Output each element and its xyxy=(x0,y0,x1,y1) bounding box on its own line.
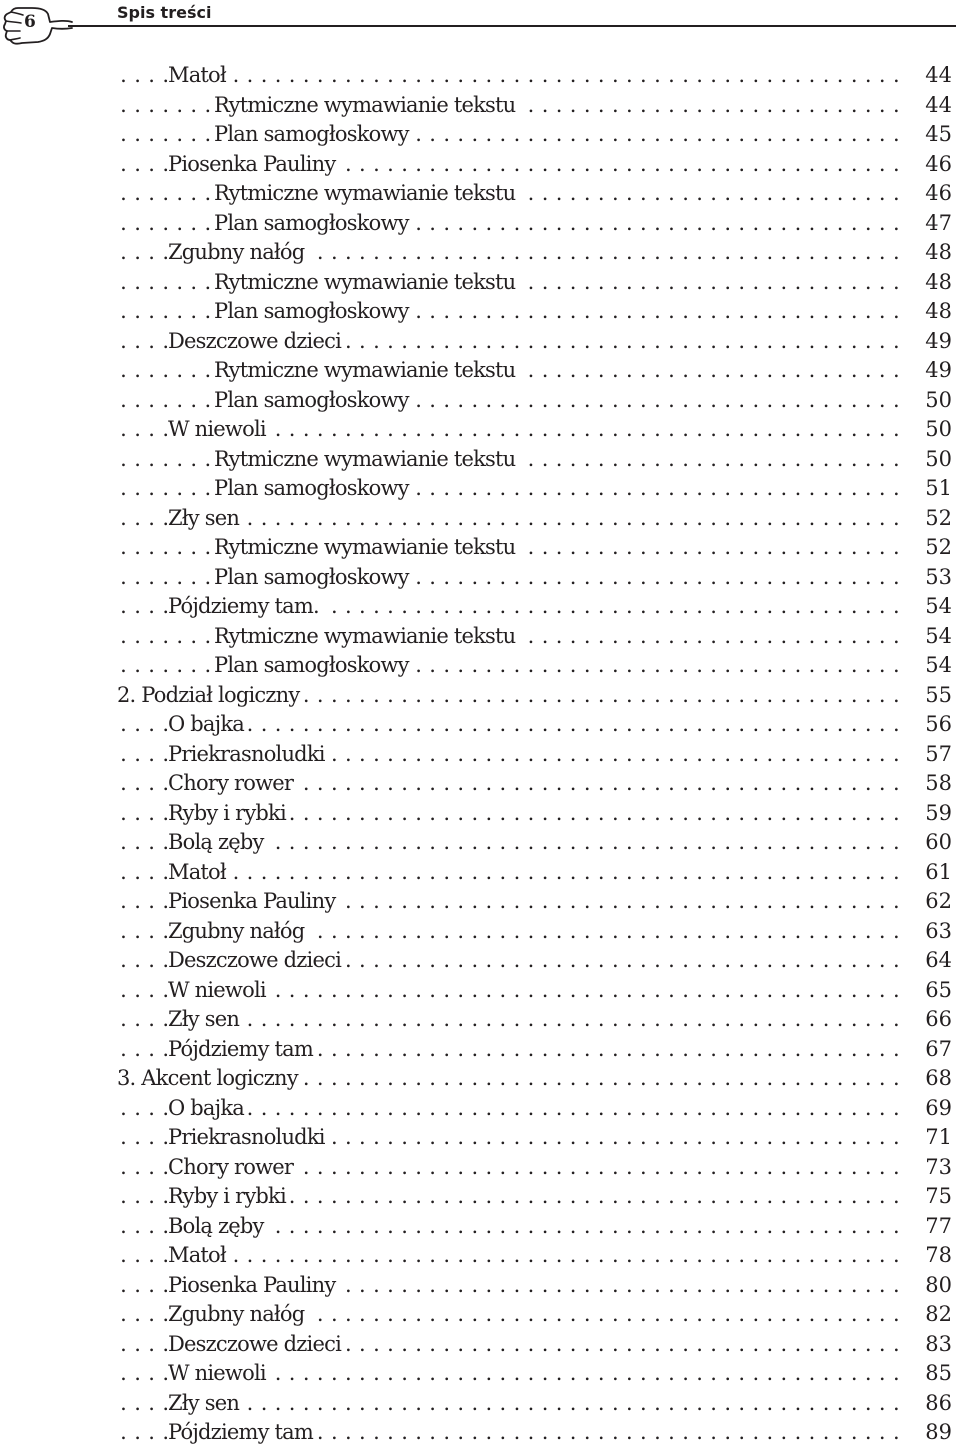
toc-entry-page-number: 48 xyxy=(912,268,952,298)
toc-entry-title: Chory rower xyxy=(168,769,297,799)
toc-entry[interactable] xyxy=(0,828,960,858)
toc-entry[interactable] xyxy=(0,445,960,475)
toc-entry-title: Bolą zęby xyxy=(168,828,268,858)
toc-entry-page-number: 89 xyxy=(912,1418,952,1448)
toc-entry-page-number: 60 xyxy=(912,828,952,858)
toc-entry[interactable] xyxy=(0,799,960,829)
toc-entry-page-number: 59 xyxy=(912,799,952,829)
toc-entry-title: Rytmiczne wymawianie tekstu xyxy=(214,179,519,209)
toc-entry[interactable] xyxy=(0,356,960,386)
toc-entry[interactable] xyxy=(0,1418,960,1448)
toc-entry-page-number: 69 xyxy=(912,1094,952,1124)
toc-entry[interactable] xyxy=(0,563,960,593)
toc-entry-title: O bajka xyxy=(168,1094,248,1124)
toc-entry[interactable] xyxy=(0,1359,960,1389)
toc-entry-title: Plan samogłoskowy xyxy=(214,209,413,239)
toc-entry[interactable] xyxy=(0,415,960,445)
toc-entry-title: Chory rower xyxy=(168,1153,297,1183)
toc-entry-title: Pójdziemy tam xyxy=(168,1035,317,1065)
toc-entry[interactable] xyxy=(0,1123,960,1153)
toc-entry[interactable] xyxy=(0,209,960,239)
toc-entry[interactable] xyxy=(0,297,960,327)
page-header xyxy=(0,0,960,48)
toc-entry-title: Rytmiczne wymawianie tekstu xyxy=(214,91,519,121)
toc-entry-page-number: 82 xyxy=(912,1300,952,1330)
toc-entry[interactable] xyxy=(0,386,960,416)
toc-entry-title: Pójdziemy tam. xyxy=(168,592,323,622)
toc-entry[interactable] xyxy=(0,533,960,563)
toc-entry-title: Plan samogłoskowy xyxy=(214,563,413,593)
toc-entry-title: Rytmiczne wymawianie tekstu xyxy=(214,268,519,298)
toc-entry[interactable] xyxy=(0,268,960,298)
toc-entry-title: Ryby i rybki xyxy=(168,799,290,829)
toc-entry[interactable] xyxy=(0,1094,960,1124)
toc-entry-page-number: 58 xyxy=(912,769,952,799)
toc-entry-title: Zły sen xyxy=(168,1005,243,1035)
toc-entry[interactable] xyxy=(0,1300,960,1330)
toc-entry-title: 3. Akcent logiczny xyxy=(117,1064,302,1094)
toc-entry[interactable] xyxy=(0,1389,960,1419)
toc-entry-title: Piosenka Pauliny xyxy=(168,1271,339,1301)
toc-entry-page-number: 44 xyxy=(912,61,952,91)
page-number: 6 xyxy=(24,12,36,32)
toc-entry-page-number: 48 xyxy=(912,297,952,327)
toc-entry-title: Zły sen xyxy=(168,504,243,534)
toc-entry-page-number: 54 xyxy=(912,622,952,652)
toc-entry[interactable] xyxy=(0,592,960,622)
toc-entry[interactable] xyxy=(0,1153,960,1183)
toc-entry-page-number: 50 xyxy=(912,445,952,475)
toc-entry-page-number: 65 xyxy=(912,976,952,1006)
toc-entry[interactable] xyxy=(0,1212,960,1242)
toc-entry-page-number: 61 xyxy=(912,858,952,888)
header-rule xyxy=(68,25,956,27)
toc-entry-page-number: 46 xyxy=(912,150,952,180)
toc-entry[interactable] xyxy=(0,1064,960,1094)
toc-entry[interactable] xyxy=(0,179,960,209)
toc-entry-title: Rytmiczne wymawianie tekstu xyxy=(214,533,519,563)
toc-entry[interactable] xyxy=(0,238,960,268)
table-of-contents xyxy=(0,61,960,1448)
toc-entry-title: Zgubny nałóg xyxy=(168,238,308,268)
toc-entry-page-number: 44 xyxy=(912,91,952,121)
toc-entry-page-number: 56 xyxy=(912,710,952,740)
toc-entry-page-number: 50 xyxy=(912,415,952,445)
toc-entry-page-number: 49 xyxy=(912,356,952,386)
toc-entry-page-number: 51 xyxy=(912,474,952,504)
toc-entry[interactable] xyxy=(0,1035,960,1065)
dot-leader xyxy=(120,1241,900,1271)
toc-entry-page-number: 54 xyxy=(912,651,952,681)
toc-entry-page-number: 71 xyxy=(912,1123,952,1153)
toc-entry-page-number: 66 xyxy=(912,1005,952,1035)
toc-entry-title: Rytmiczne wymawianie tekstu xyxy=(214,356,519,386)
toc-entry-title: Matoł xyxy=(168,61,230,91)
toc-entry-title: Plan samogłoskowy xyxy=(214,297,413,327)
toc-entry[interactable] xyxy=(0,1182,960,1212)
toc-entry-page-number: 83 xyxy=(912,1330,952,1360)
toc-entry-title: W niewoli xyxy=(168,976,270,1006)
toc-entry-page-number: 86 xyxy=(912,1389,952,1419)
toc-entry[interactable] xyxy=(0,1330,960,1360)
pointing-hand-icon xyxy=(2,2,74,46)
toc-entry-title: Deszczowe dzieci xyxy=(168,327,345,357)
toc-entry-page-number: 64 xyxy=(912,946,952,976)
dot-leader xyxy=(120,858,900,888)
toc-entry-page-number: 78 xyxy=(912,1241,952,1271)
toc-entry[interactable] xyxy=(0,681,960,711)
toc-entry-page-number: 62 xyxy=(912,887,952,917)
toc-entry-page-number: 75 xyxy=(912,1182,952,1212)
toc-entry-title: Priekrasnoludki xyxy=(168,740,329,770)
running-header-title: Spis treści xyxy=(117,3,212,22)
toc-entry[interactable] xyxy=(0,740,960,770)
toc-entry-page-number: 54 xyxy=(912,592,952,622)
toc-entry[interactable] xyxy=(0,504,960,534)
toc-entry-page-number: 67 xyxy=(912,1035,952,1065)
toc-entry-page-number: 77 xyxy=(912,1212,952,1242)
toc-entry-page-number: 73 xyxy=(912,1153,952,1183)
toc-entry[interactable] xyxy=(0,976,960,1006)
toc-entry[interactable] xyxy=(0,1005,960,1035)
dot-leader xyxy=(120,61,900,91)
toc-entry-title: Zgubny nałóg xyxy=(168,917,308,947)
toc-entry-page-number: 48 xyxy=(912,238,952,268)
toc-entry[interactable] xyxy=(0,1271,960,1301)
toc-entry-title: Matoł xyxy=(168,858,230,888)
toc-entry-title: Plan samogłoskowy xyxy=(214,651,413,681)
toc-entry-title: W niewoli xyxy=(168,415,270,445)
toc-entry[interactable] xyxy=(0,150,960,180)
toc-entry-title: Matoł xyxy=(168,1241,230,1271)
toc-entry[interactable] xyxy=(0,710,960,740)
toc-entry-page-number: 52 xyxy=(912,533,952,563)
toc-entry[interactable] xyxy=(0,858,960,888)
toc-entry-page-number: 52 xyxy=(912,504,952,534)
toc-entry-page-number: 46 xyxy=(912,179,952,209)
toc-entry[interactable] xyxy=(0,1241,960,1271)
toc-entry-page-number: 80 xyxy=(912,1271,952,1301)
toc-entry-title: Deszczowe dzieci xyxy=(168,946,345,976)
toc-entry-page-number: 85 xyxy=(912,1359,952,1389)
toc-entry-title: O bajka xyxy=(168,710,248,740)
toc-entry-title: 2. Podział logiczny xyxy=(117,681,303,711)
toc-entry[interactable] xyxy=(0,327,960,357)
toc-entry-title: Plan samogłoskowy xyxy=(214,120,413,150)
toc-entry-title: Deszczowe dzieci xyxy=(168,1330,345,1360)
toc-entry[interactable] xyxy=(0,474,960,504)
toc-entry-page-number: 57 xyxy=(912,740,952,770)
toc-entry-title: Zły sen xyxy=(168,1389,243,1419)
toc-entry-page-number: 63 xyxy=(912,917,952,947)
toc-entry[interactable] xyxy=(0,651,960,681)
toc-entry-title: Zgubny nałóg xyxy=(168,1300,308,1330)
toc-entry-title: Priekrasnoludki xyxy=(168,1123,329,1153)
toc-entry-title: Plan samogłoskowy xyxy=(214,474,413,504)
toc-entry-page-number: 55 xyxy=(912,681,952,711)
toc-entry-page-number: 49 xyxy=(912,327,952,357)
toc-entry[interactable] xyxy=(0,120,960,150)
toc-entry[interactable] xyxy=(0,917,960,947)
toc-entry-page-number: 45 xyxy=(912,120,952,150)
toc-entry[interactable] xyxy=(0,769,960,799)
toc-entry[interactable] xyxy=(0,946,960,976)
toc-entry-title: Pójdziemy tam xyxy=(168,1418,317,1448)
toc-entry-title: Piosenka Pauliny xyxy=(168,887,339,917)
toc-entry-page-number: 50 xyxy=(912,386,952,416)
toc-entry-title: W niewoli xyxy=(168,1359,270,1389)
toc-entry-title: Rytmiczne wymawianie tekstu xyxy=(214,622,519,652)
toc-entry-title: Ryby i rybki xyxy=(168,1182,290,1212)
toc-entry-title: Rytmiczne wymawianie tekstu xyxy=(214,445,519,475)
toc-entry-page-number: 53 xyxy=(912,563,952,593)
toc-entry[interactable] xyxy=(0,887,960,917)
toc-entry[interactable] xyxy=(0,91,960,121)
toc-entry-title: Plan samogłoskowy xyxy=(214,386,413,416)
toc-entry-page-number: 68 xyxy=(912,1064,952,1094)
toc-entry[interactable] xyxy=(0,61,960,91)
toc-entry-title: Bolą zęby xyxy=(168,1212,268,1242)
toc-entry-page-number: 47 xyxy=(912,209,952,239)
toc-entry[interactable] xyxy=(0,622,960,652)
toc-entry-title: Piosenka Pauliny xyxy=(168,150,339,180)
